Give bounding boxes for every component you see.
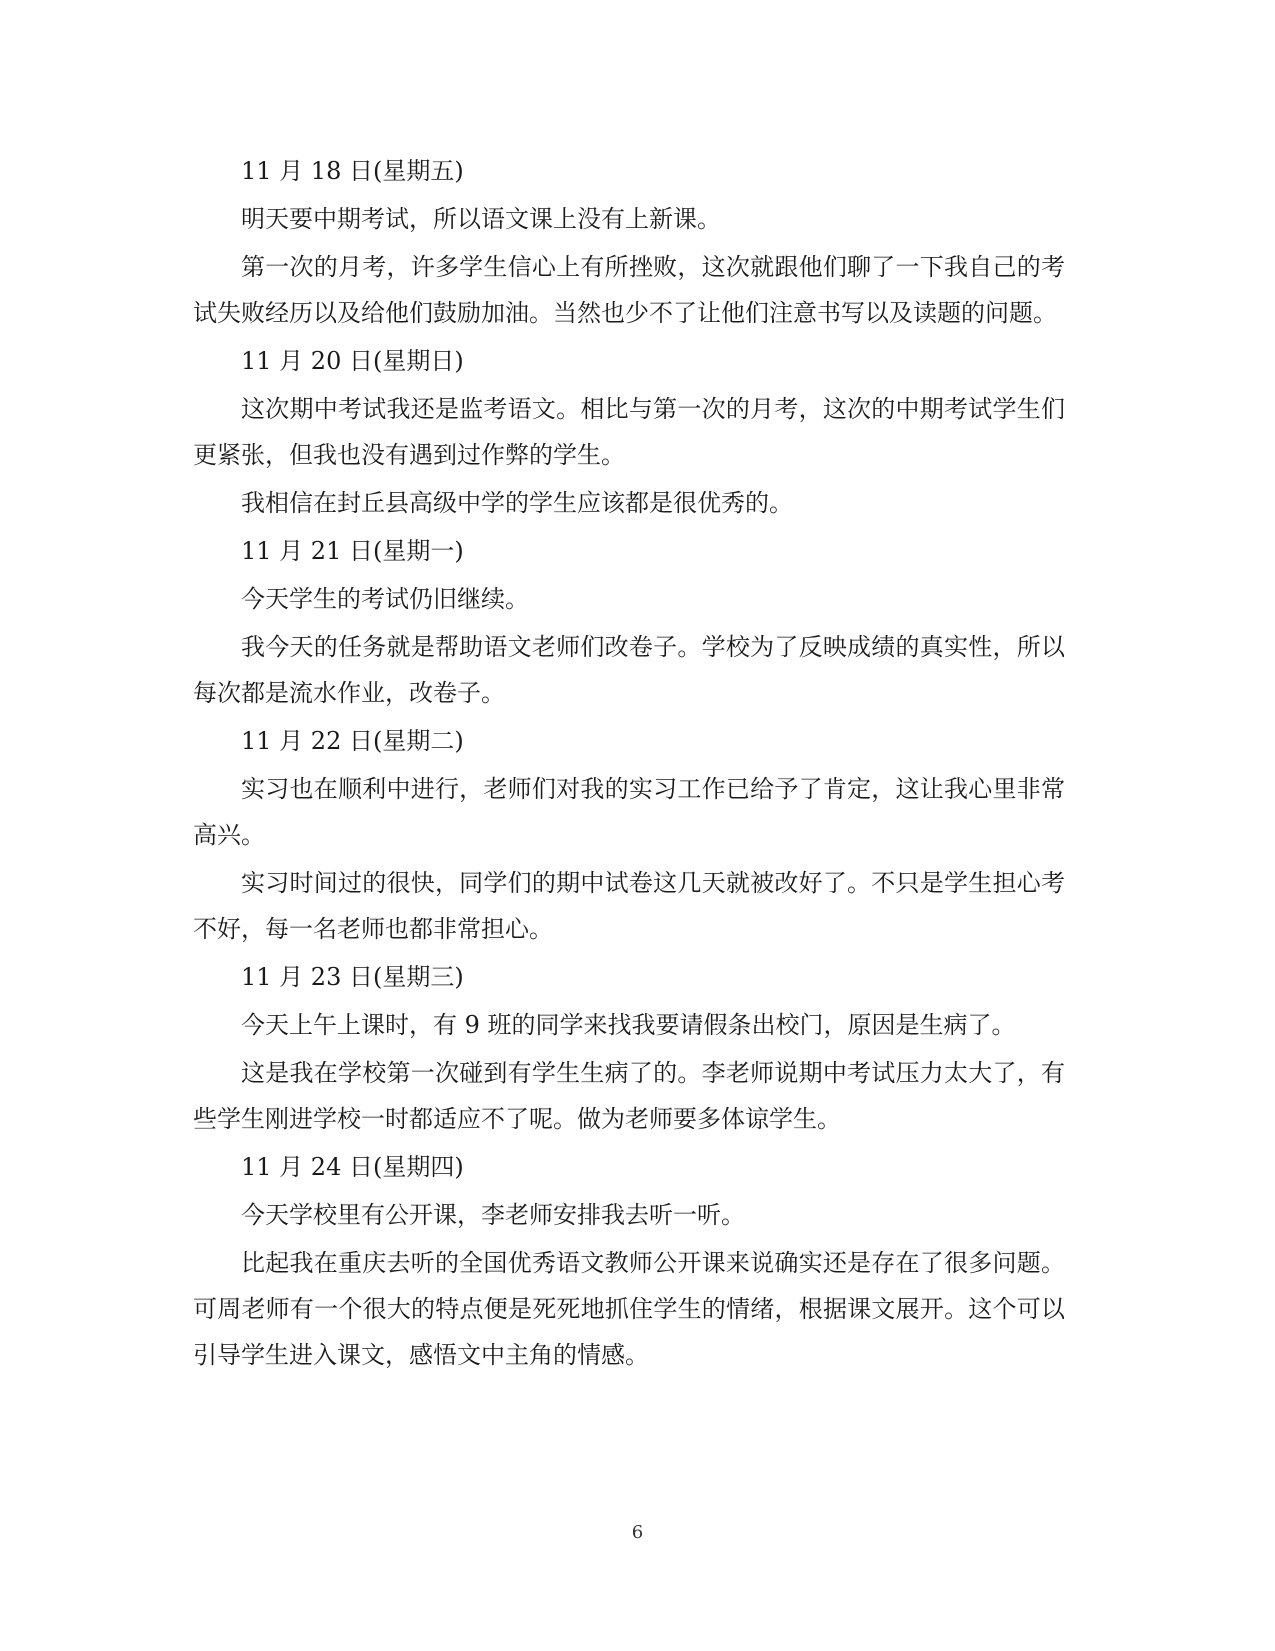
date-heading: 11 月 21 日(星期一)	[241, 537, 464, 565]
paragraph: 实习也在顺利中进行，老师们对我的实习工作已给予了肯定，这让我心里非常高兴。	[193, 775, 1065, 849]
paragraph: 第一次的月考，许多学生信心上有所挫败，这次就跟他们聊了一下我自己的考试失败经历以及给他们鼓励加油。当然也少不了让他们注意书写以及读题的问题。	[193, 253, 1065, 327]
date-heading: 11 月 20 日(星期日)	[241, 347, 464, 375]
date-heading: 11 月 22 日(星期二)	[241, 727, 464, 755]
paragraph: 比起我在重庆去听的全国优秀语文教师公开课来说确实还是存在了很多问题。可周老师有一个很大的特点便是死死地抓住学生的情绪，根据课文展开。这个可以引导学生进入课文，感悟文中主角的情感。	[193, 1249, 1065, 1369]
document-body	[193, 148, 1065, 1380]
paragraph: 明天要中期考试，所以语文课上没有上新课。	[241, 205, 721, 233]
paragraph: 今天学校里有公开课，李老师安排我去听一听。	[241, 1201, 745, 1229]
paragraph: 今天学生的考试仍旧继续。	[241, 585, 529, 613]
paragraph: 这次期中考试我还是监考语文。相比与第一次的月考，这次的中期考试学生们更紧张，但我也没有遇到过作弊的学生。	[193, 395, 1065, 469]
date-heading: 11 月 23 日(星期三)	[241, 963, 464, 991]
date-heading: 11 月 18 日(星期五)	[241, 157, 464, 185]
paragraph: 今天上午上课时，有 9 班的同学来找我要请假条出校门，原因是生病了。	[241, 1011, 1016, 1039]
paragraph: 我相信在封丘县高级中学的学生应该都是很优秀的。	[241, 489, 793, 517]
paragraph: 实习时间过的很快，同学们的期中试卷这几天就被改好了。不只是学生担心考不好，每一名老师也都非常担心。	[193, 869, 1065, 943]
paragraph: 这是我在学校第一次碰到有学生生病了的。李老师说期中考试压力太大了，有些学生刚进学校一时都适应不了呢。做为老师要多体谅学生。	[193, 1059, 1065, 1133]
page-number: 6	[631, 1522, 644, 1543]
paragraph: 我今天的任务就是帮助语文老师们改卷子。学校为了反映成绩的真实性，所以每次都是流水作业，改卷子。	[193, 633, 1065, 707]
date-heading: 11 月 24 日(星期四)	[241, 1153, 464, 1181]
